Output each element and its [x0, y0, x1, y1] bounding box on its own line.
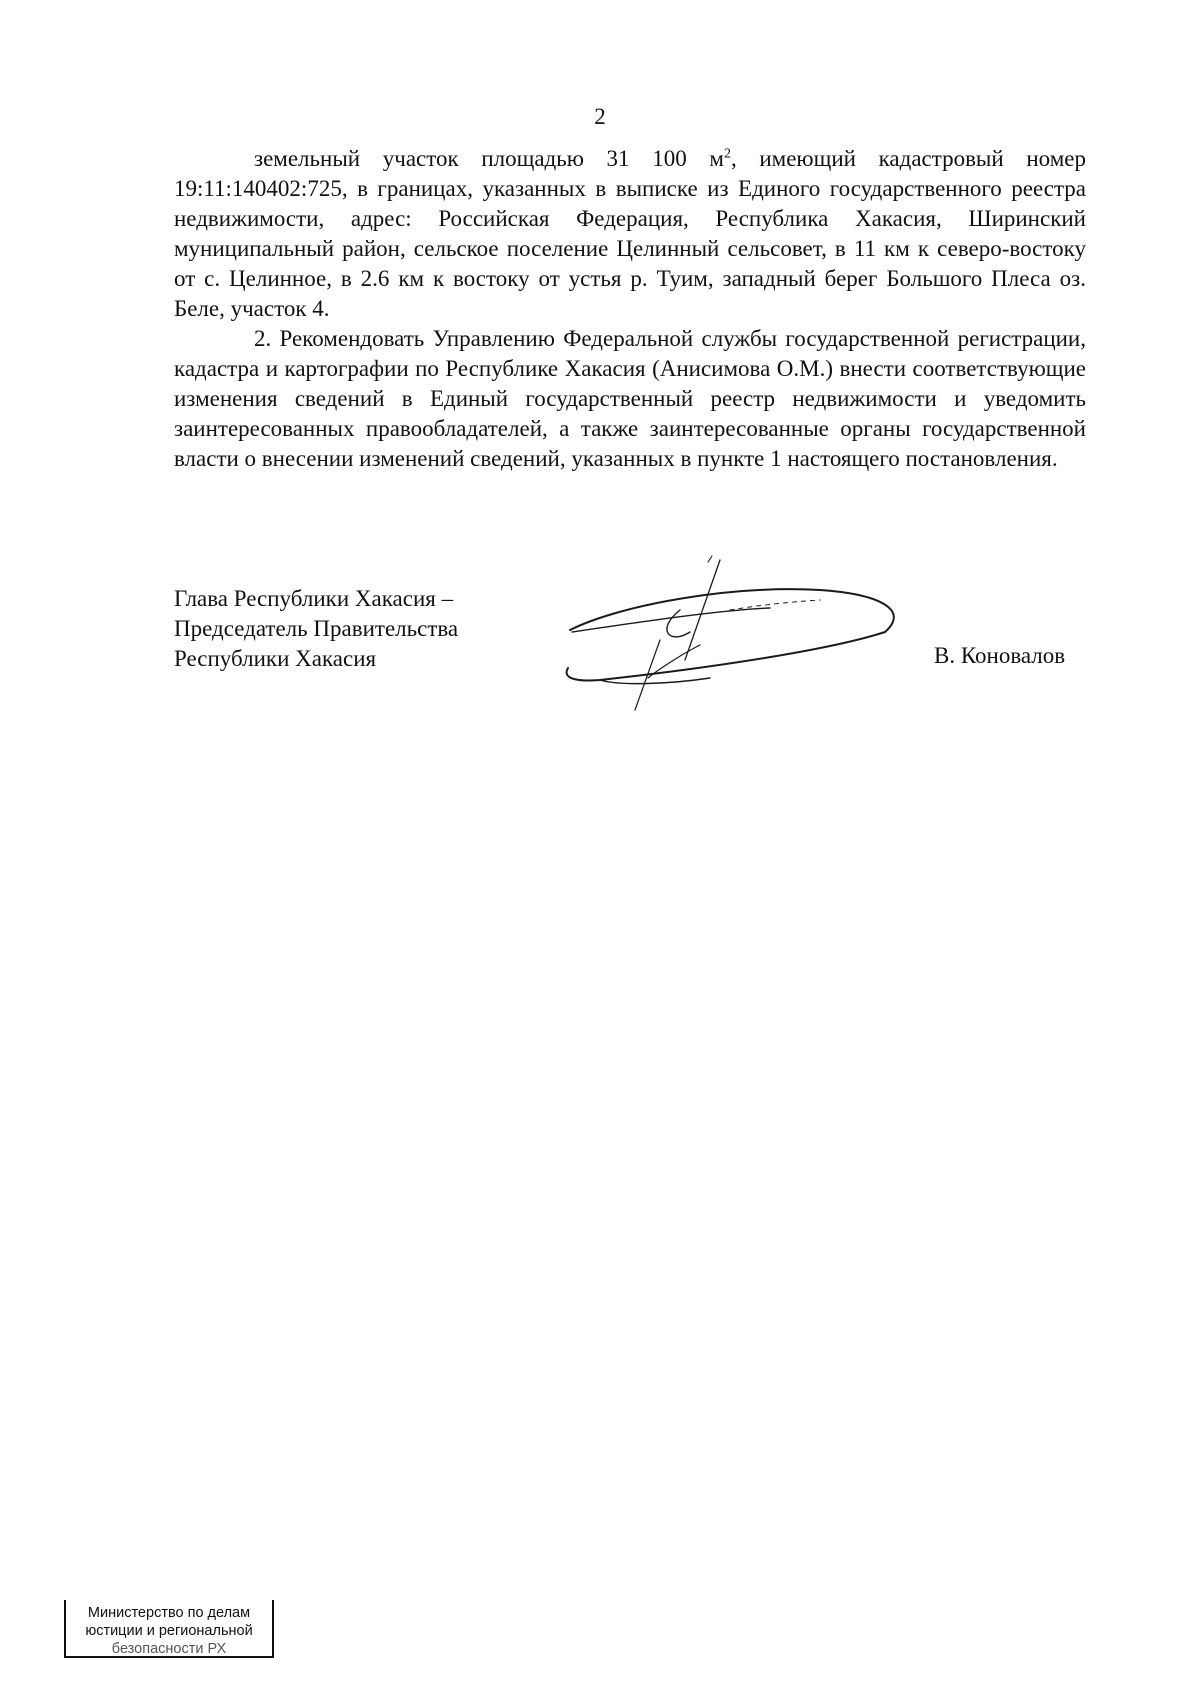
paragraph-1-text-a: земельный участок площадью 31 100 м [254, 146, 724, 171]
signatory-position [174, 584, 458, 674]
paragraph-2: 2. Рекомендовать Управлению Федеральной службы государственной регистрации, кадастра и картографии по Республике Хакасия (Анисимова О.М.) внести соответствующие изменения сведений в Единый государственный реестр недвижимости и уведомить заинтересованных правообладателей, а также заинтересованные органы государственной власти о внесении изменений сведений, указанных в пункте 1 настоящего постановления. [174, 326, 1086, 471]
handwritten-signature [560, 550, 940, 720]
document-body [174, 144, 1086, 474]
area-unit-superscript: 2 [723, 146, 731, 162]
signatory-position-line: Глава Республики Хакасия – [174, 586, 454, 611]
ministry-stamp [64, 1600, 274, 1658]
signatory-position-line: Республики Хакасия [174, 646, 377, 671]
signatory-name: В. Коновалов [934, 643, 1066, 668]
paragraph-1 [174, 144, 1086, 324]
stamp-line: юстиции и региональной [85, 1623, 253, 1639]
paragraph-1-text-b: , имеющий кадастровый номер 19:11:140402:725, в границах, указанных в выписке из Единого государственного реестра недвижимости, адрес: Российская Федерация, Республика Хакасия, Ширинский муниципальный район, сельское поселение Целинный сельсовет, в 11 км к северо-востоку от с. Целинное, в 2.6 км к востоку от устья р. Туим, западный берег Большого Плеса оз. Беле, участок 4. [174, 146, 1086, 321]
signatory-position-line: Председатель Правительства [174, 616, 459, 641]
stamp-line: безопасности РХ [111, 1641, 227, 1657]
stamp-line: Министерство по делам [87, 1605, 251, 1621]
page-number: 2 [594, 104, 606, 129]
